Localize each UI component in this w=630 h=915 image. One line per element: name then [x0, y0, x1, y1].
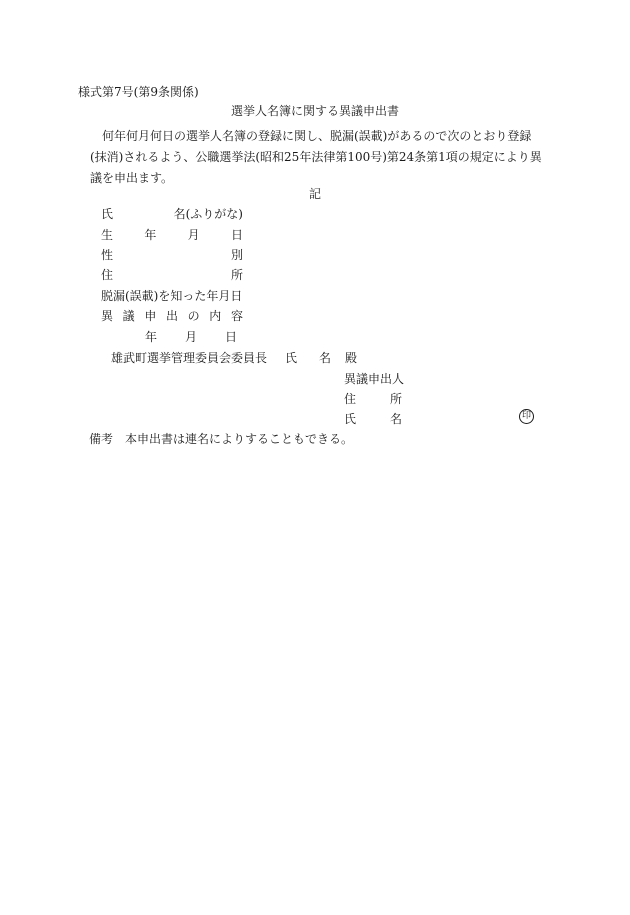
- item-name: [101, 208, 243, 222]
- item-content-c4: 出: [165, 309, 178, 323]
- item-name-c2: 名(ふりがな): [173, 207, 243, 221]
- note: [89, 433, 353, 445]
- date-month: 月: [184, 330, 197, 344]
- applicant-name-c2: 名: [389, 412, 402, 426]
- addressee: [111, 352, 357, 364]
- applicant-address: [344, 393, 402, 405]
- addressee-dono: 殿: [345, 351, 358, 365]
- note-label: 備考: [89, 432, 114, 446]
- item-birth-c4: 日: [230, 228, 243, 242]
- document-title: 選挙人名簿に関する異議申出書: [230, 104, 399, 118]
- item-content-c2: 議: [122, 309, 135, 323]
- date-day: 日: [224, 330, 237, 344]
- applicant-name: [344, 413, 402, 425]
- item-address-c1: 住: [101, 268, 114, 282]
- item-birth-c2: 年: [144, 228, 157, 242]
- item-content-c7: 容: [230, 309, 243, 323]
- note-text: 本申出書は連名によりすることもできる。: [125, 432, 354, 446]
- addressee-committee: 雄武町選挙管理委員会委員長: [111, 351, 268, 365]
- body-text: 何年何月何日の選挙人名簿の登録に関し、脱漏(誤載)があるので次のとおり登録(抹消)されるよう、公職選挙法(昭和25年法律第100号)第24条第1項の規定により異議を申出ます。: [90, 129, 542, 185]
- item-birthdate: [101, 229, 243, 243]
- item-birth-c1: 生: [101, 228, 114, 242]
- item-sex-c2: 別: [230, 248, 243, 262]
- addressee-mei: 名: [319, 351, 332, 365]
- item-date-known: [101, 290, 243, 304]
- applicant-name-c1: 氏: [344, 412, 357, 426]
- item-sex: [101, 249, 243, 263]
- item-content-c3: 申: [144, 309, 157, 323]
- item-content-c1: 異: [101, 309, 114, 323]
- addressee-shi: 氏: [285, 351, 298, 365]
- applicant-address-c1: 住: [344, 392, 357, 406]
- item-content-c6: 内: [209, 309, 222, 323]
- item-birth-c3: 月: [187, 228, 200, 242]
- ki-heading: 記: [308, 187, 321, 201]
- seal-mark-icon: 印: [519, 409, 534, 424]
- applicant-label: 異議申出人: [344, 372, 405, 386]
- item-sex-c1: 性: [101, 248, 114, 262]
- date-year: 年: [145, 330, 158, 344]
- item-name-c1: 氏: [101, 207, 114, 221]
- item-address: [101, 269, 243, 283]
- item-content-c5: の: [187, 309, 200, 323]
- item-address-c2: 所: [230, 268, 243, 282]
- form-number: 様式第7号(第9条関係): [78, 85, 199, 99]
- item-date-known-text: 脱漏(誤載)を知った年月日: [101, 289, 243, 303]
- applicant-address-c2: 所: [389, 392, 402, 406]
- date-line: [145, 331, 237, 343]
- item-objection-content: [101, 310, 243, 324]
